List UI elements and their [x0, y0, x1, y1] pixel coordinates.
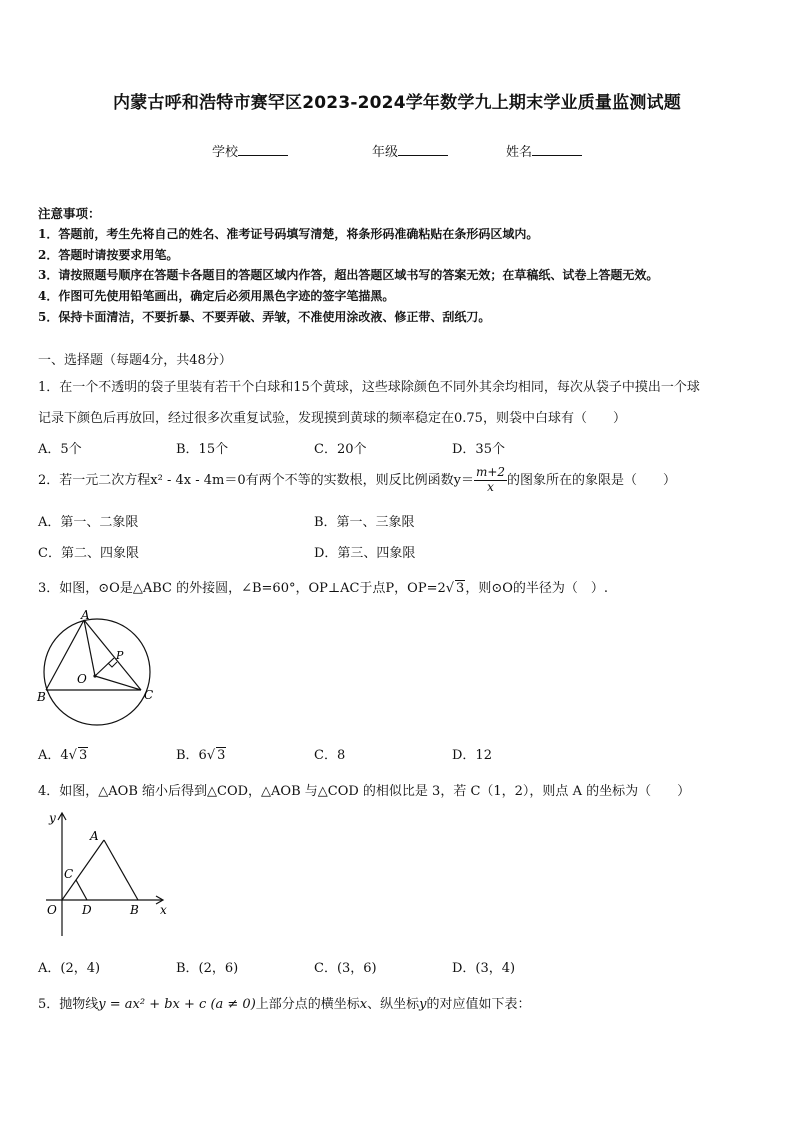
option-a: A．(2，4): [38, 961, 101, 976]
note-item: 3．请按照题号顺序在答题卡各题目的答题区域内作答，超出答题区域书写的答案无效；在草稿纸、试卷上答题无效。: [38, 268, 659, 282]
question-3-pre: 3．如图，⊙O是△ABC 的外接圆，∠B=60°，OP⊥AC于点P，OP=2: [38, 581, 446, 596]
fraction-numerator: m+2: [475, 465, 506, 479]
note-item: 1．答题前，考生先将自己的姓名、准考证号码填写清楚，将条形码准确粘贴在条形码区域内。: [38, 227, 539, 241]
option-b-coef: B．6: [176, 748, 207, 763]
circumcircle: [44, 619, 150, 725]
parabola-formula: y = ax² + bx + c (a ≠ 0): [98, 997, 256, 1012]
grade-field: [372, 141, 448, 160]
sqrt-radicand: 3: [456, 581, 465, 596]
question-5-sep: 、纵坐标: [367, 997, 420, 1012]
segment-cd: [76, 880, 87, 900]
option-a: [38, 744, 88, 763]
question-4-text: 4．如图，△AOB 缩小后得到△COD，△AOB 与△COD 的相似比是 3，若 C（1，2），则点 A 的坐标为（ ）: [38, 784, 691, 799]
option-c: C．8: [314, 748, 346, 763]
sqrt-sign: √: [445, 581, 455, 596]
school-field: [212, 141, 288, 160]
option-c: C．(3，6): [314, 961, 377, 976]
circle-figure: [34, 608, 164, 732]
section-heading: 一、选择题（每题4分，共48分）: [38, 353, 232, 368]
question-3-post: ，则⊙O的半径为（ ）.: [465, 581, 609, 596]
label-p: P: [116, 649, 124, 662]
notes-heading: 注意事项：: [38, 206, 101, 221]
label-o: O: [47, 903, 57, 917]
segment-op: [95, 658, 114, 676]
question-3-text: [38, 577, 608, 596]
grade-label: 年级: [372, 145, 399, 160]
option-d: D．(3，4): [452, 961, 516, 976]
option-d: D．第三、四象限: [314, 546, 416, 561]
label-o: O: [77, 672, 87, 686]
label-b: B: [130, 903, 139, 917]
option-b: [176, 744, 226, 763]
question-2-pre: 2．若一元二次方程x² - 4x - 4m＝0有两个不等的实数根，则反比例函数y＝: [38, 472, 474, 488]
label-c: C: [144, 688, 154, 702]
name-blank: [532, 143, 582, 156]
question-5-pre: 5．抛物线: [38, 997, 99, 1012]
note-item: 5．保持卡面清洁，不要折暴、不要弄破、弄皱，不准使用涂改液、修正带、刮纸刀。: [38, 310, 491, 324]
option-b: B．第一、三象限: [314, 515, 415, 530]
option-a-radicand: 3: [78, 748, 88, 763]
question-1-line-1: 1．在一个不透明的袋子里装有若干个白球和15个黄球，这些球除颜色不同外其余均相同，每次从袋子中摸出一个球: [38, 380, 700, 395]
label-c: C: [64, 867, 74, 881]
question-1-line-2: 记录下颜色后再放回，经过很多次重复试验，发现摸到黄球的频率稳定在0.75，则袋中白球有（ ）: [38, 411, 626, 426]
label-a: A: [81, 608, 90, 622]
option-d: D．35个: [452, 442, 505, 457]
name-field: [506, 141, 582, 160]
question-5-text: [38, 993, 531, 1012]
segment-oc: [95, 676, 141, 690]
question-2-post: 的图象所在的象限是（ ）: [507, 472, 677, 488]
var-y: y: [419, 997, 427, 1012]
sqrt-sign: √: [206, 748, 216, 763]
sqrt-sign: √: [68, 748, 77, 763]
label-d: D: [82, 903, 92, 917]
center-point: [93, 674, 96, 677]
fraction: [474, 466, 507, 495]
option-b: B．(2，6): [176, 961, 239, 976]
question-2-text: [38, 466, 676, 495]
option-c: C．第二、四象限: [38, 546, 139, 561]
note-item: 2．答题时请按要求用笔。: [38, 248, 179, 262]
school-label: 学校: [212, 145, 239, 160]
note-item: 4．作图可先使用铅笔画出，确定后必须用黑色字迹的签字笔描黑。: [38, 289, 395, 303]
page-title: 内蒙古呼和浩特市赛罕区2023-2024学年数学九上期末学业质量监测试题: [113, 93, 681, 113]
var-x: x: [359, 997, 368, 1012]
segment-oa: [84, 620, 95, 676]
coordinate-figure: [38, 808, 172, 940]
grade-blank: [398, 143, 448, 156]
option-b: B．15个: [176, 442, 229, 457]
school-blank: [238, 143, 288, 156]
question-5-mid: 上部分点的横坐标: [255, 997, 360, 1012]
name-label: 姓名: [506, 145, 533, 160]
option-a: A．5个: [38, 442, 82, 457]
label-b: B: [37, 690, 46, 704]
label-a: A: [90, 829, 99, 843]
option-c: C．20个: [314, 442, 367, 457]
fraction-denominator: x: [487, 479, 494, 494]
segment-ab: [104, 840, 138, 900]
question-5-post: 的对应值如下表：: [426, 997, 531, 1012]
segment-ac: [84, 620, 141, 690]
label-y: y: [49, 811, 56, 825]
option-a: A．第一、二象限: [38, 515, 139, 530]
option-b-radicand: 3: [217, 748, 226, 763]
option-d: D．12: [452, 748, 492, 763]
label-x: x: [160, 903, 167, 917]
option-a-coef: A．4: [38, 748, 69, 763]
